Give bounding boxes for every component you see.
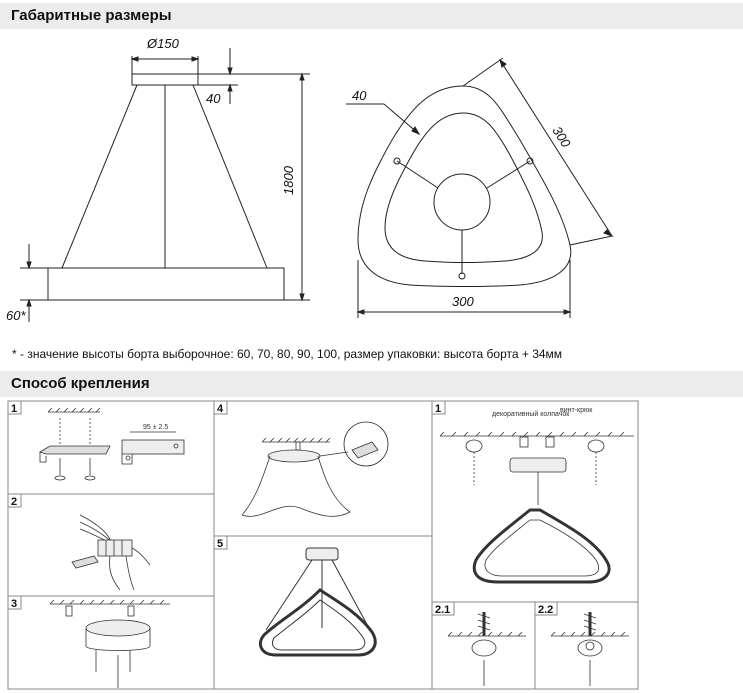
side-view [20,48,310,322]
side-length-label: 300 [549,123,574,150]
canopy [132,74,198,85]
panel-5-number: 5 [217,538,224,550]
canopy-height-label: 40 [206,91,221,106]
suspension-cable-left [62,85,137,268]
panel-3-illustration [50,600,170,688]
suspension-cable-right [193,85,267,268]
panel-4-illustration [242,422,388,516]
bracket-dimension: 95 ± 2.5 [143,424,169,431]
panel-2-number: 2 [11,496,18,508]
panel-r21-number: 2.1 [435,604,451,616]
panel-r1-number: 1 [435,403,442,415]
mounting-title: Способ крепления [11,375,150,392]
panel-5-illustration [260,548,375,655]
rim-height-label: 60* [6,308,26,323]
ring-outer [358,86,571,287]
ring-width-label: 40 [352,88,367,103]
panel-1-number: 1 [11,403,18,415]
canopy-diameter-label: Ø150 [147,36,179,51]
decorative-cap-label: декоративный колпачок [492,411,570,418]
panel-r1-illustration [440,432,634,582]
panel-4-number: 4 [217,403,224,415]
panel-3-number: 3 [11,598,18,610]
panel-r1 [432,401,638,602]
panel-r21-illustration [448,612,526,686]
mounting-header [0,371,743,397]
panel-r22-number: 2.2 [538,604,554,616]
panel-r22-illustration [551,612,629,686]
screw-hook-label: винт-крюк [560,407,593,414]
ring-inner [385,113,542,263]
panel-2-illustration [72,515,150,590]
ring-side [48,268,284,300]
panel-3 [8,596,214,689]
base-width-label: 300 [452,294,474,309]
height-note: * - значение высоты борта выборочное: 60, 70, 80, 90, 100, размер упаковки: высота борта + 34мм [12,347,563,361]
canopy-top [434,174,490,230]
top-view [346,58,612,318]
panel-1-illustration [40,408,184,480]
total-height-label: 1800 [281,166,296,195]
dimensions-title: Габаритные размеры [11,7,172,24]
